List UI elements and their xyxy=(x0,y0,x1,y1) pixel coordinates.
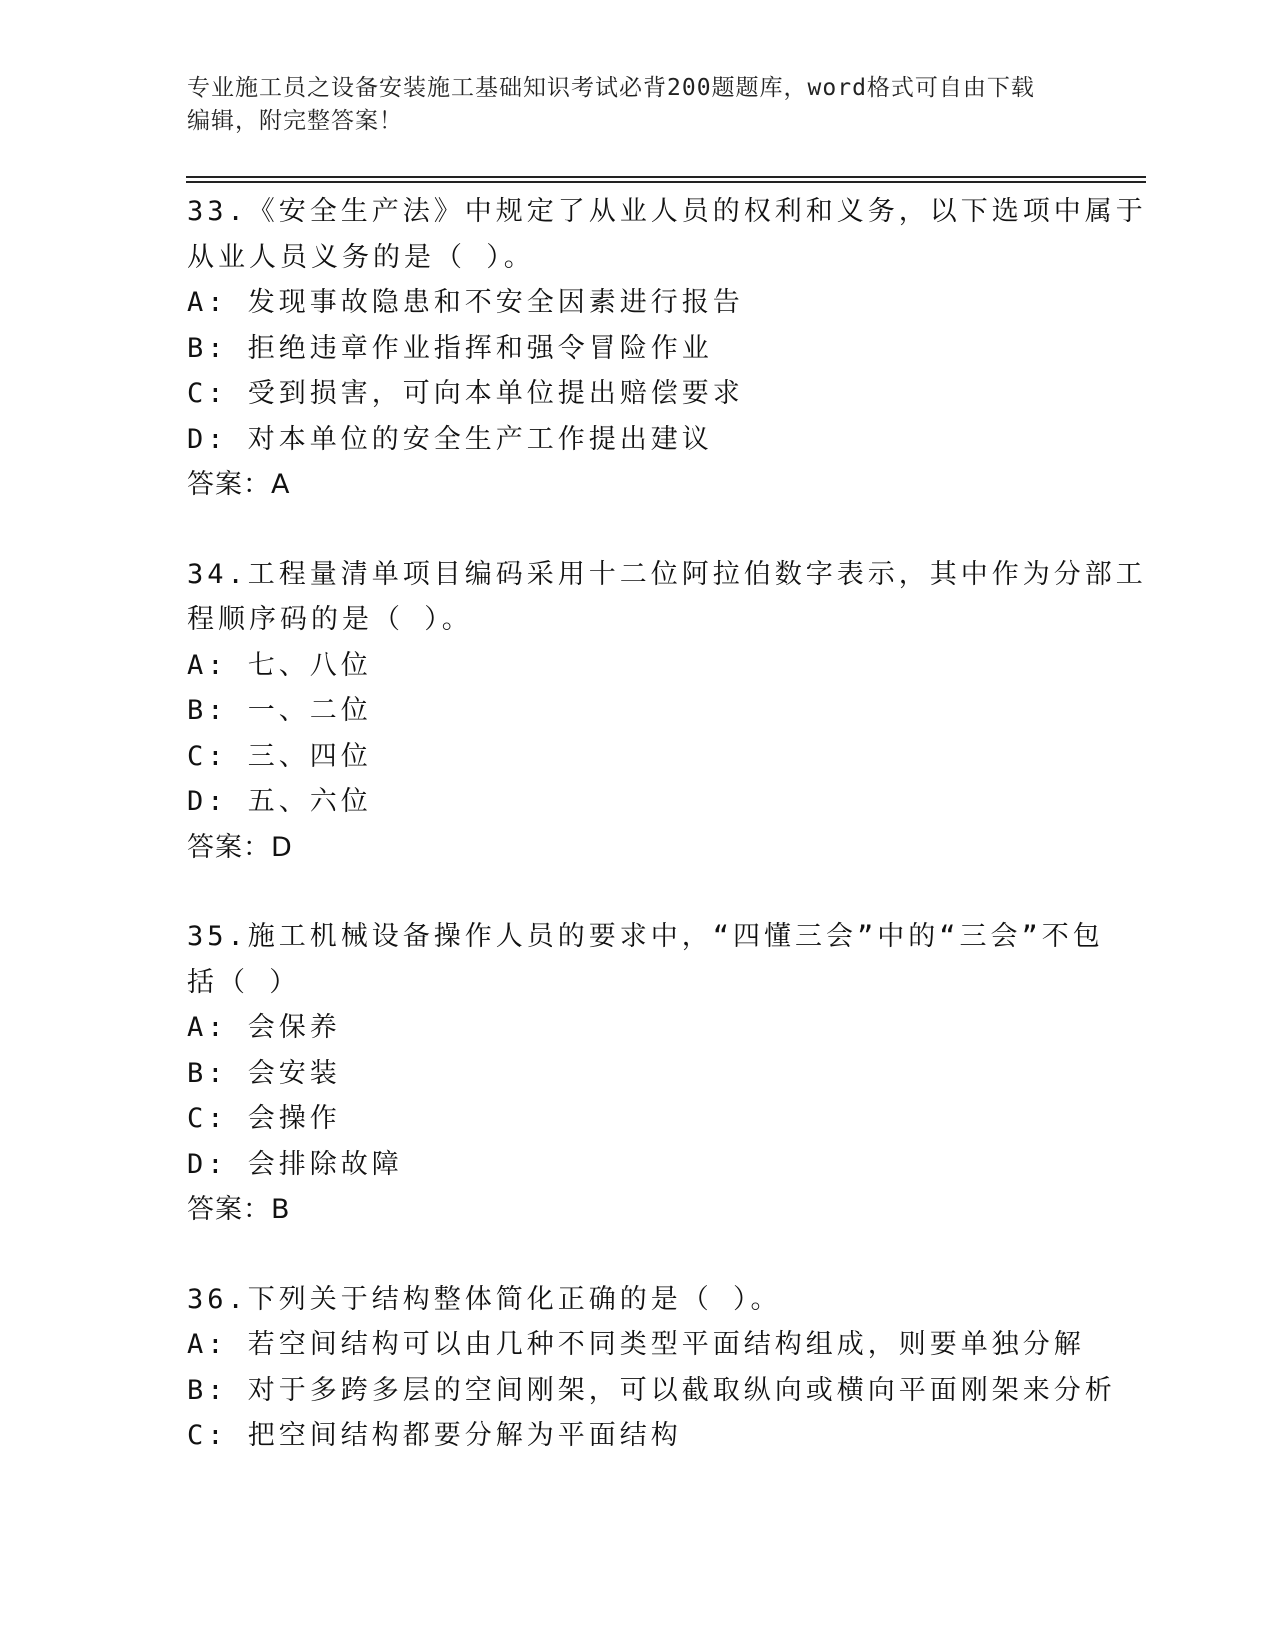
option-b: B: 会安装 xyxy=(187,1057,341,1089)
option-a: A: 发现事故隐患和不安全因素进行报告 xyxy=(187,287,744,318)
answer-label: 答案：D xyxy=(187,831,293,863)
option-b: B: 对于多跨多层的空间刚架，可以截取纵向或横向平面刚架来分析 xyxy=(187,1374,1116,1406)
option-d: D: 对本单位的安全生产工作提出建议 xyxy=(187,423,713,455)
document-header xyxy=(187,72,1067,138)
option-a: A: 七、八位 xyxy=(187,649,372,681)
question-stem-line: 33.《安全生产法》中规定了从业人员的权利和义务，以下选项中属于 xyxy=(187,196,1147,227)
question-34 xyxy=(187,552,1147,871)
option-c: C: 三、四位 xyxy=(187,740,372,772)
question-stem-line: 36.下列关于结构整体简化正确的是（ ）。 xyxy=(187,1283,782,1315)
question-list xyxy=(187,189,1147,1503)
question-stem-line: 从业人员义务的是（ ）。 xyxy=(187,241,535,273)
option-c: C: 把空间结构都要分解为平面结构 xyxy=(187,1420,682,1451)
question-stem-line: 34.工程量清单项目编码采用十二位阿拉伯数字表示，其中作为分部工 xyxy=(187,558,1147,590)
question-35 xyxy=(187,914,1104,1233)
header-line-2: 编辑，附完整答案！ xyxy=(187,108,403,134)
option-d: D: 五、六位 xyxy=(187,786,372,817)
header-divider-bottom xyxy=(186,181,1146,183)
answer-label: 答案：A xyxy=(187,469,291,500)
header-divider-top xyxy=(186,176,1146,178)
option-b: B: 一、二位 xyxy=(187,695,372,726)
option-a: A: 会保养 xyxy=(187,1012,341,1043)
question-36 xyxy=(187,1277,1116,1459)
question-stem-line: 35.施工机械设备操作人员的要求中，“四懂三会”中的“三会”不包 xyxy=(187,921,1104,952)
option-a: A: 若空间结构可以由几种不同类型平面结构组成，则要单独分解 xyxy=(187,1329,1085,1360)
option-d: D: 会排除故障 xyxy=(187,1148,403,1180)
question-stem-line: 程顺序码的是（ ）。 xyxy=(187,604,473,635)
option-c: C: 受到损害，可向本单位提出赔偿要求 xyxy=(187,378,744,409)
question-33 xyxy=(187,189,1147,508)
answer-label: 答案：B xyxy=(187,1194,291,1225)
option-b: B: 拒绝违章作业指挥和强令冒险作业 xyxy=(187,332,713,364)
header-line-1: 专业施工员之设备安装施工基础知识考试必背200题题库，word格式可自由下载 xyxy=(187,75,1035,101)
question-stem-line: 括（ ） xyxy=(187,966,301,998)
option-c: C: 会操作 xyxy=(187,1103,341,1134)
